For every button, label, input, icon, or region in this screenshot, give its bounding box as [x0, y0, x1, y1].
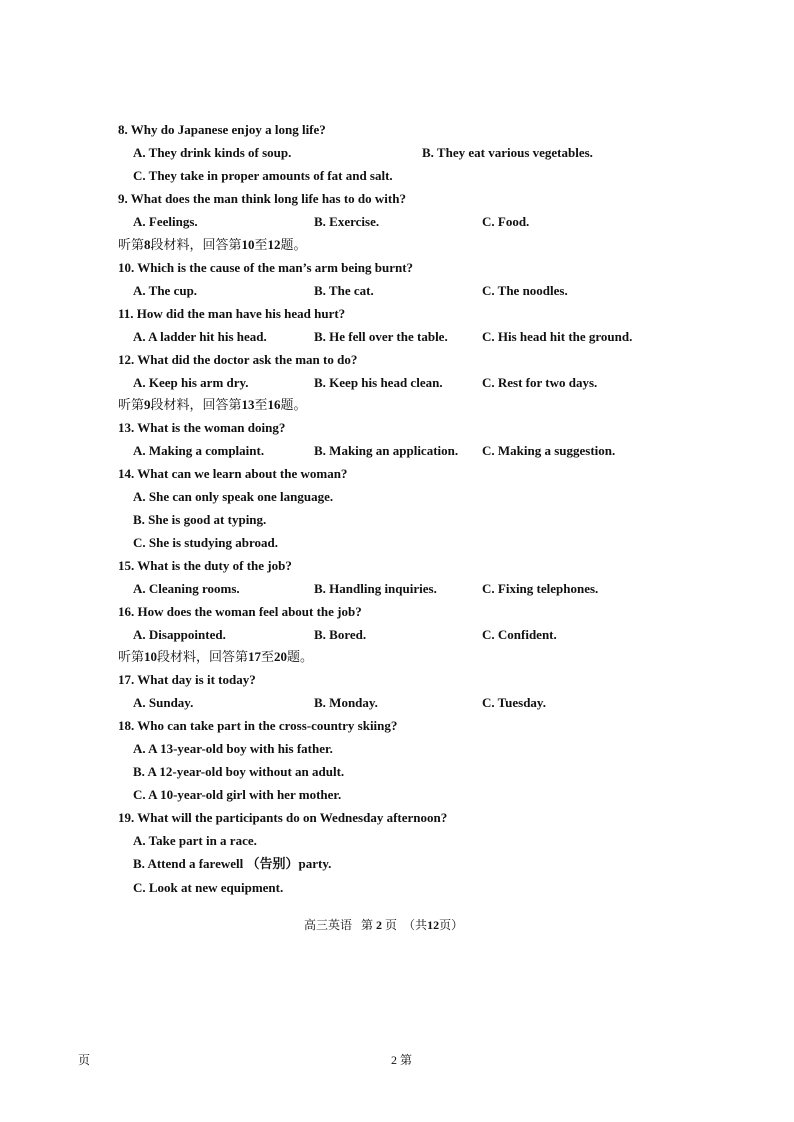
question-18: 18. Who can take part in the cross-country skiing?: [118, 718, 398, 733]
question-16: 16. How does the woman feel about the job?: [118, 604, 362, 619]
option-19b: B. Attend a farewell （告别）party.: [133, 856, 332, 871]
option-10b: B. The cat.: [314, 283, 374, 298]
option-18a: A. A 13-year-old boy with his father.: [133, 741, 333, 756]
option-16a: A. Disappointed.: [133, 627, 226, 642]
option-9a: A. Feelings.: [133, 214, 198, 229]
option-9b: B. Exercise.: [314, 214, 380, 229]
section-heading-8: 听第8段材料，回答第10至12题。: [118, 237, 307, 252]
question-12: 12. What did the doctor ask the man to do?: [118, 352, 358, 367]
option-12a: A. Keep his arm dry.: [133, 375, 249, 390]
option-9c: C. Food.: [482, 214, 530, 229]
option-12c: C. Rest for two days.: [482, 375, 598, 390]
option-18b: B. A 12-year-old boy without an adult.: [133, 764, 345, 779]
bottom-center-mark: 2 第: [391, 1053, 413, 1067]
option-14c: C. She is studying abroad.: [133, 535, 278, 550]
option-12b: B. Keep his head clean.: [314, 375, 443, 390]
option-15b: B. Handling inquiries.: [314, 581, 437, 596]
option-15c: C. Fixing telephones.: [482, 581, 599, 596]
page-footer: 高三英语 第 2 页 （共12页）: [304, 918, 464, 932]
section-heading-9: 听第9段材料，回答第13至16题。: [118, 397, 307, 412]
option-10c: C. The noodles.: [482, 283, 568, 298]
question-17: 17. What day is it today?: [118, 672, 256, 687]
option-8c: C. They take in proper amounts of fat and salt.: [133, 168, 393, 183]
question-14: 14. What can we learn about the woman?: [118, 466, 348, 481]
option-8b: B. They eat various vegetables.: [422, 145, 593, 160]
option-16c: C. Confident.: [482, 627, 557, 642]
option-11a: A. A ladder hit his head.: [133, 329, 267, 344]
option-15a: A. Cleaning rooms.: [133, 581, 240, 596]
option-19c: C. Look at new equipment.: [133, 880, 284, 895]
option-16b: B. Bored.: [314, 627, 367, 642]
question-13: 13. What is the woman doing?: [118, 420, 286, 435]
option-17c: C. Tuesday.: [482, 695, 546, 710]
option-17b: B. Monday.: [314, 695, 378, 710]
question-19: 19. What will the participants do on Wednesday afternoon?: [118, 810, 448, 825]
option-13b: B. Making an application.: [314, 443, 459, 458]
option-8a: A. They drink kinds of soup.: [133, 145, 292, 160]
section-heading-10: 听第10段材料，回答第17至20题。: [118, 649, 314, 664]
option-14b: B. She is good at typing.: [133, 512, 267, 527]
option-10a: A. The cup.: [133, 283, 198, 298]
option-11b: B. He fell over the table.: [314, 329, 448, 344]
question-8: 8. Why do Japanese enjoy a long life?: [118, 122, 326, 137]
question-10: 10. Which is the cause of the man’s arm being burnt?: [118, 260, 414, 275]
option-17a: A. Sunday.: [133, 695, 194, 710]
question-9: 9. What does the man think long life has to do with?: [118, 191, 406, 206]
option-11c: C. His head hit the ground.: [482, 329, 633, 344]
bottom-left-mark: 页: [78, 1053, 91, 1067]
question-11: 11. How did the man have his head hurt?: [118, 306, 346, 321]
option-19a: A. Take part in a race.: [133, 833, 257, 848]
option-13a: A. Making a complaint.: [133, 443, 265, 458]
option-14a: A. She can only speak one language.: [133, 489, 334, 504]
question-15: 15. What is the duty of the job?: [118, 558, 292, 573]
option-13c: C. Making a suggestion.: [482, 443, 616, 458]
option-18c: C. A 10-year-old girl with her mother.: [133, 787, 342, 802]
